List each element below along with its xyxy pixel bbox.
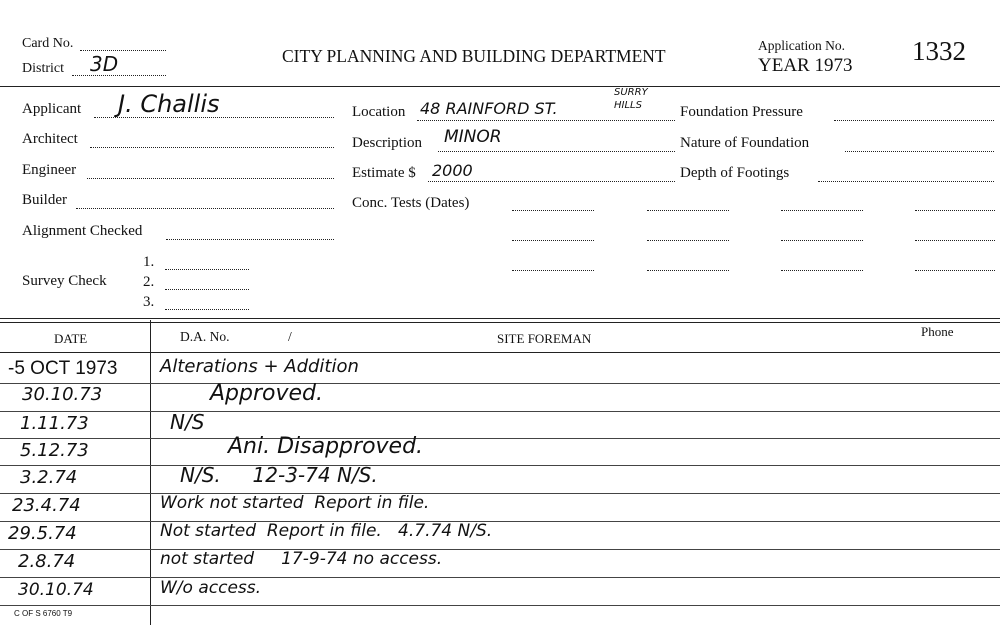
row-date: 5.12.73: [20, 440, 89, 461]
district-line: [72, 75, 166, 76]
estimate-line: [428, 181, 675, 182]
row-date: 29.5.74: [8, 523, 77, 544]
row-date: 1.11.73: [20, 413, 89, 434]
conc-line-r1-c2: [647, 210, 729, 211]
row-rule: [0, 411, 1000, 412]
row-date: 3.2.74: [20, 467, 78, 488]
col-phone-header: Phone: [921, 324, 954, 339]
row-entry: W/o access.: [160, 578, 262, 598]
col-da-header: D.A. No.: [180, 329, 230, 344]
alignment-label: Alignment Checked: [22, 223, 143, 239]
conc-line-r2-c2: [647, 240, 729, 241]
applicant-label: Applicant: [22, 101, 82, 117]
survey-number-2: 2.: [143, 274, 155, 290]
header-rule: [0, 86, 1000, 87]
row-rule: [0, 549, 1000, 550]
conc-tests-label: Conc. Tests (Dates): [352, 195, 470, 211]
survey-line-1: [165, 269, 249, 270]
foundation-pressure-line: [834, 120, 994, 121]
col-date-header: DATE: [54, 331, 88, 346]
row-entry: not started 17-9-74 no access.: [160, 549, 443, 569]
card-no-label: Card No.: [22, 36, 74, 51]
row-entry: Approved.: [210, 381, 323, 406]
depth-of-footings-line: [818, 181, 994, 182]
survey-check-label: Survey Check: [22, 273, 107, 289]
nature-of-foundation-label: Nature of Foundation: [680, 135, 810, 151]
application-no-label: Application No.: [758, 38, 845, 53]
conc-line-r2-c4: [915, 240, 995, 241]
col-slash-header: /: [288, 329, 292, 344]
row-entry: Ani. Disapproved.: [228, 434, 424, 459]
location-value: 48 RAINFORD ST.: [420, 99, 558, 118]
conc-line-r3-c1: [512, 270, 594, 271]
form-title: CITY PLANNING AND BUILDING DEPARTMENT: [282, 46, 666, 66]
engineer-label: Engineer: [22, 162, 77, 178]
row-entry: Not started Report in file. 4.7.74 N/S.: [160, 521, 493, 541]
location-suburb: SURRY HILLS: [614, 87, 648, 111]
description-label: Description: [352, 135, 422, 151]
depth-of-footings-label: Depth of Footings: [680, 165, 790, 181]
conc-line-r2-c3: [781, 240, 863, 241]
architect-label: Architect: [22, 131, 78, 147]
builder-line: [76, 208, 334, 209]
location-label: Location: [352, 104, 406, 120]
conc-line-r1-c3: [781, 210, 863, 211]
row-rule: [0, 438, 1000, 439]
survey-line-3: [165, 309, 249, 310]
row-date: 30.10.74: [18, 580, 94, 600]
row-rule: [0, 383, 1000, 384]
engineer-line: [87, 178, 334, 179]
estimate-value: 2000: [432, 161, 473, 180]
row-rule: [0, 493, 1000, 494]
conc-line-r1-c1: [512, 210, 594, 211]
table-top-rule: [0, 318, 1000, 319]
description-line: [438, 151, 675, 152]
row-date: 23.4.74: [12, 495, 81, 516]
row-rule: [0, 521, 1000, 522]
nature-of-foundation-line: [845, 151, 994, 152]
description-value: MINOR: [444, 127, 502, 147]
row-entry: Work not started Report in file.: [160, 493, 430, 513]
row-rule: [0, 605, 1000, 606]
year-label: YEAR 1973: [758, 55, 853, 76]
district-label: District: [22, 61, 64, 76]
builder-label: Builder: [22, 192, 67, 208]
district-value: 3D: [90, 52, 119, 76]
estimate-label: Estimate $: [352, 165, 416, 181]
row-entry: Alterations + Addition: [160, 356, 359, 377]
survey-line-2: [165, 289, 249, 290]
application-number: 1332: [912, 36, 966, 66]
row-entry: N/S: [170, 410, 205, 434]
applicant-value: J. Challis: [118, 90, 220, 118]
row-date: -5 OCT 1973: [8, 358, 118, 379]
conc-line-r3-c4: [915, 270, 995, 271]
alignment-line: [166, 239, 334, 240]
architect-line: [90, 147, 334, 148]
row-date: 30.10.73: [22, 384, 103, 405]
card-no-line: [80, 50, 166, 51]
conc-line-r1-c4: [915, 210, 995, 211]
conc-line-r2-c1: [512, 240, 594, 241]
row-rule: [0, 465, 1000, 466]
location-line: [417, 120, 675, 121]
row-entry: N/S. 12-3-74 N/S.: [180, 463, 378, 487]
survey-number-1: 1.: [143, 254, 155, 270]
foundation-pressure-label: Foundation Pressure: [680, 104, 803, 120]
conc-line-r3-c2: [647, 270, 729, 271]
col-foreman-header: SITE FOREMAN: [497, 331, 592, 346]
column-divider: [150, 320, 151, 625]
row-date: 2.8.74: [18, 551, 76, 572]
row-rule: [0, 577, 1000, 578]
conc-line-r3-c3: [781, 270, 863, 271]
survey-number-3: 3.: [143, 294, 155, 310]
form-code: C OF S 6760 T9: [14, 609, 73, 618]
